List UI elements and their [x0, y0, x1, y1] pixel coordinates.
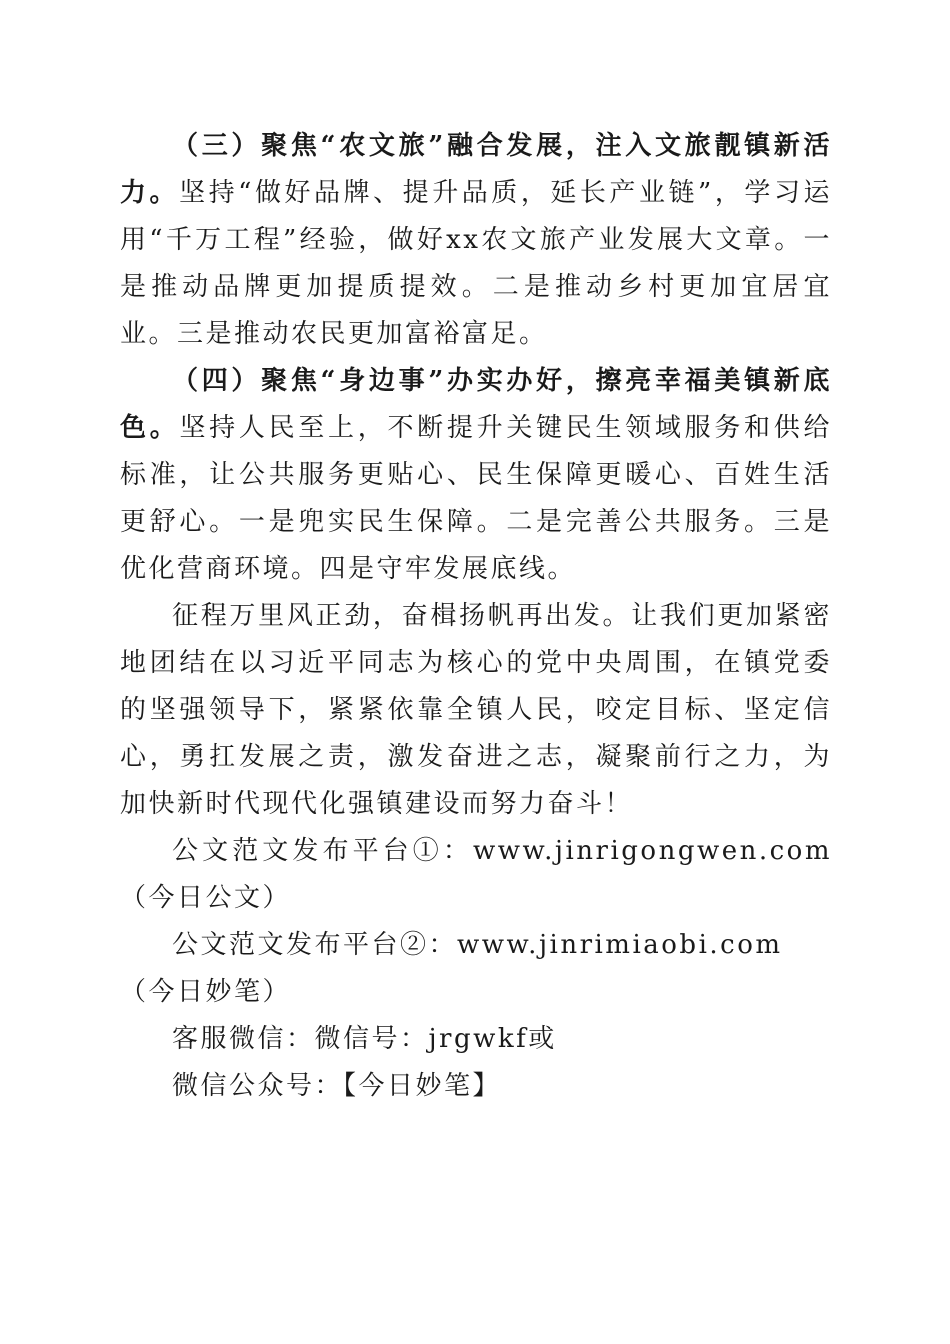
section-3-heading: （三）聚焦“农文旅”融合发展，注入文旅靓镇新活力。: [120, 131, 832, 208]
document-page: [120, 123, 832, 1110]
platform-2-line: 公文范文发布平台②：www.jinrimiaobi.com（今日妙笔）: [120, 930, 783, 1007]
section-4-heading: （四）聚焦“身边事”办实办好，擦亮幸福美镇新底色。: [120, 366, 832, 443]
section-4-body: 坚持人民至上，不断提升关键民生领域服务和供给标准，让公共服务更贴心、民生保障更暖心、百姓生活更舒心。一是兜实民生保障。二是完善公共服务。三是优化营商环境。四是守牢发展底线。: [120, 413, 832, 584]
platform-1-line: 公文范文发布平台①：www.jinrigongwen.com（今日公文）: [120, 836, 832, 913]
section-3-body: 坚持“做好品牌、提升品质，延长产业链”，学习运用“千万工程”经验，做好xx农文旅产业发展大文章。一是推动品牌更加提质提效。二是推动乡村更加宜居宜业。三是推动农民更加富裕富足。: [120, 178, 832, 349]
official-account-line: 微信公众号：【今日妙笔】: [172, 1071, 502, 1101]
section-4-paragraph: [120, 358, 832, 593]
section-3-paragraph: [120, 123, 832, 358]
customer-service-wechat-line: 客服微信：微信号：jrgwkf或: [172, 1024, 557, 1054]
closing-paragraph: 征程万里风正劲，奋楫扬帆再出发。让我们更加紧密地团结在以习近平同志为核心的党中央周围，在镇党委的坚强领导下，紧紧依靠全镇人民，咬定目标、坚定信心，勇扛发展之责，激发奋进之志，凝聚前行之力，为加快新时代现代化强镇建设而努力奋斗！: [120, 601, 832, 819]
